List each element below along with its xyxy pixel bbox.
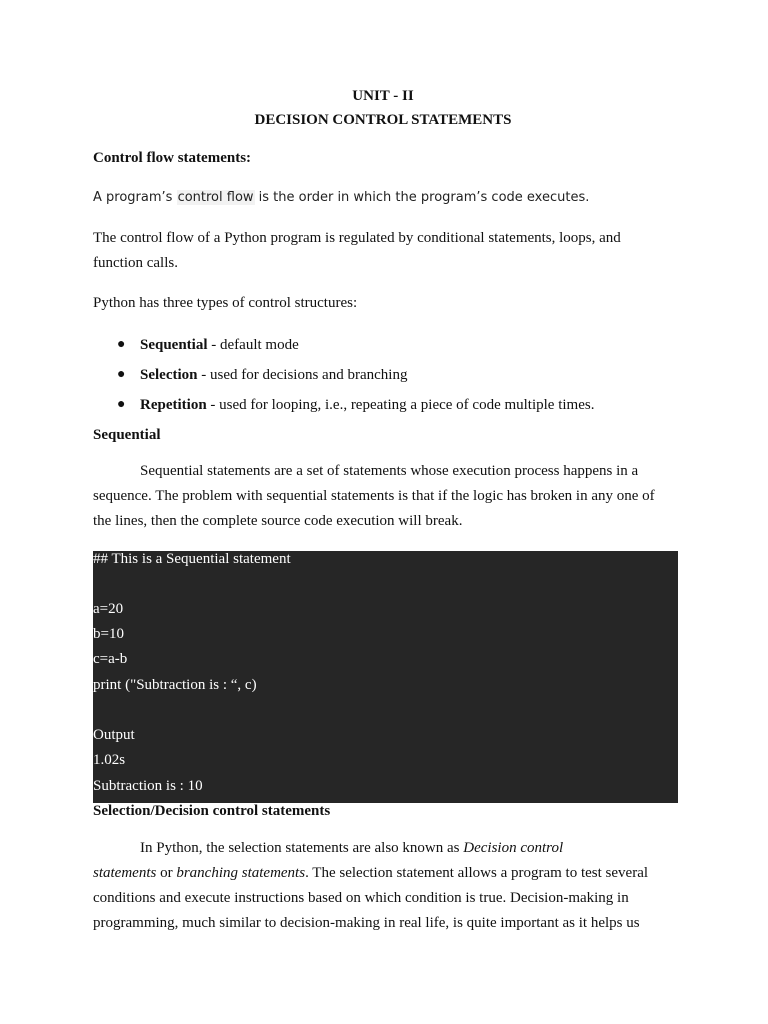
- output-time: 1.02s: [93, 752, 126, 768]
- paragraph-line: The control flow of a Python program is regulated by conditional statements, loops, and: [93, 230, 621, 246]
- paragraph-line: [93, 865, 648, 882]
- paragraph-line: conditions and execute instructions based on which condition is true. Decision-making in: [93, 890, 629, 906]
- document-title: DECISION CONTROL STATEMENTS: [254, 112, 512, 128]
- output-result: Subtraction is : 10: [93, 778, 203, 794]
- text-run: In Python, the selection statements are also known as: [140, 840, 464, 856]
- code-line: b=10: [93, 626, 124, 642]
- emphasis-text: Decision control: [463, 840, 564, 856]
- paragraph-line: sequence. The problem with sequential statements is that if the logic has broken in any one of: [93, 488, 655, 504]
- intro-text-a: A program’s: [93, 190, 177, 205]
- bullet-term: Selection: [140, 367, 198, 383]
- bullet-desc: - used for looping, i.e., repeating a piece of code multiple times.: [206, 397, 595, 413]
- intro-highlight: control flow: [177, 190, 254, 205]
- code-line: c=a-b: [93, 651, 128, 667]
- control-flow-heading: Control flow statements:: [93, 150, 252, 166]
- code-line: a=20: [93, 601, 124, 617]
- paragraph-line: Sequential statements are a set of statements whose execution process happens in a: [140, 463, 639, 479]
- paragraph-line: function calls.: [93, 255, 178, 271]
- text-run: . The selection statement allows a program to test several: [305, 865, 649, 881]
- text-run: or: [156, 865, 177, 881]
- paragraph-line: the lines, then the complete source code execution will break.: [93, 513, 463, 529]
- paragraph-line: [140, 840, 563, 857]
- sequential-heading: Sequential: [93, 427, 161, 443]
- selection-heading: Selection/Decision control statements: [93, 803, 331, 819]
- bullet-icon: ●: [117, 337, 126, 352]
- emphasis-text: statements: [93, 865, 157, 881]
- unit-heading: UNIT - II: [352, 88, 414, 104]
- intro-text-b: is the order in which the program’s code executes.: [254, 190, 590, 205]
- code-block: [93, 551, 678, 803]
- bullet-term: Repetition: [140, 397, 207, 413]
- bullet-icon: ●: [117, 367, 126, 382]
- code-comment: ## This is a Sequential statement: [93, 551, 291, 567]
- code-line: print ("Subtraction is : “, c): [93, 677, 257, 693]
- bullet-icon: ●: [117, 397, 126, 412]
- bullet-desc: - default mode: [207, 337, 299, 353]
- paragraph-line: programming, much similar to decision-making in real life, is quite important as it helps us: [93, 915, 640, 931]
- control-flow-intro: [93, 190, 589, 205]
- emphasis-text: branching statements: [176, 865, 306, 881]
- paragraph-line: Python has three types of control structures:: [93, 295, 358, 311]
- bullet-term: Sequential: [140, 337, 208, 353]
- output-label: Output: [93, 727, 135, 743]
- bullet-desc: - used for decisions and branching: [197, 367, 408, 383]
